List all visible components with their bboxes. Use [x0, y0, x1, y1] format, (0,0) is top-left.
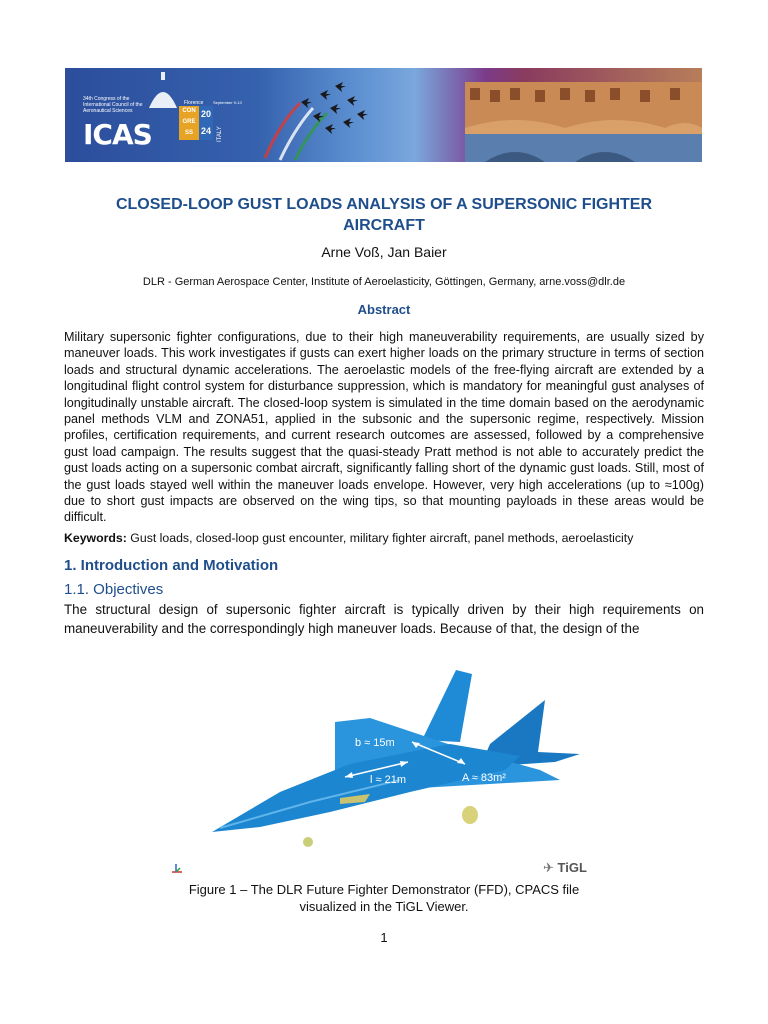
store-pod — [462, 806, 478, 824]
icas-logo: ICAS — [83, 118, 152, 151]
abstract-heading: Abstract — [357, 302, 411, 317]
span-label: b ≈ 15m — [355, 737, 395, 749]
abstract-text: Military supersonic fighter configurations, due to their high maneuverability requirements, are usually sized by maneuver loads. This work investigates if gusts can exert higher loads on the primary structure in terms of section loads and structural dynamic accelerations. The aeroelastic models of the free-flying aircraft are extended by a longitudinal flight control system for disturbance suppression, which is mandatory for meaningful gust analyses of longitudinally unstable aircraft. The closed-loop system is simulated in the time domain based on the aerodynamic panel methods VLM and ZONA51, applied in the subsonic and the supersonic regime, respectively. Mission profiles, certification requirements, and current research outcomes are assessed, followed by a comprehensive gust load campaign. The results suggest that the quasi-steady Pratt method is not able to accurately predict the gust loads acting on a supersonic combat aircraft, significantly falling short of the dynamic gust loads. Still, most of the gust loads stayed well within the maneuver loads envelope. However, very high accelerations (up to ≈100g) due to short gust impacts are observed on the wing tips, so that mounting payloads in these areas would be difficult. — [64, 330, 704, 525]
intro-paragraph: The structural design of supersonic fighter aircraft is typically driven by their high requirements on maneuverability and the correspondingly high maneuver loads. Because of that, the design of the — [64, 602, 704, 636]
tigl-plane-icon: ✈ — [543, 860, 554, 875]
axes-triad-icon — [170, 862, 184, 874]
keywords-line — [64, 531, 704, 545]
aircraft-figure — [160, 652, 610, 878]
banner-country: ITALY — [217, 126, 223, 142]
paper-affiliation: DLR - German Aerospace Center, Institute of Aeroelasticity, Göttingen, Germany, arne.voss@dlr.de — [142, 276, 626, 288]
subsection-heading: 1.1. Objectives — [64, 581, 164, 598]
vertical-tail — [422, 670, 472, 742]
section-heading: 1. Introduction and Motivation — [64, 557, 279, 574]
banner-congress-block: CON GRE SS — [179, 106, 199, 140]
keywords-label: Keywords: — [64, 531, 127, 545]
figure-caption: Figure 1 – The DLR Future Fighter Demonstrator (FFD), CPACS file visualized in the TiGL Viewer. — [188, 882, 580, 914]
congress-subtitle: 34th Congress of the International Council of the Aeronautical Sciences — [83, 96, 143, 114]
banner-scene-illustration — [65, 68, 702, 162]
store-pod — [303, 837, 313, 847]
paper-authors: Arne Voß, Jan Baier — [321, 244, 447, 260]
conference-banner — [65, 68, 702, 162]
area-label: A ≈ 83m² — [462, 772, 506, 784]
keywords-list: Gust loads, closed-loop gust encounter, military fighter aircraft, panel methods, aeroelasticity — [130, 531, 634, 545]
tigl-logo: ✈ TiGL — [543, 860, 587, 875]
length-label: l ≈ 21m — [370, 774, 406, 786]
banner-dates: September 9-13 — [213, 100, 242, 105]
banner-year-block: 20 24 — [199, 106, 213, 140]
banner-city: Florence — [184, 100, 204, 106]
page-number: 1 — [380, 930, 388, 945]
paper-title: CLOSED-LOOP GUST LOADS ANALYSIS OF A SUPERSONIC FIGHTER AIRCRAFT — [115, 196, 653, 234]
